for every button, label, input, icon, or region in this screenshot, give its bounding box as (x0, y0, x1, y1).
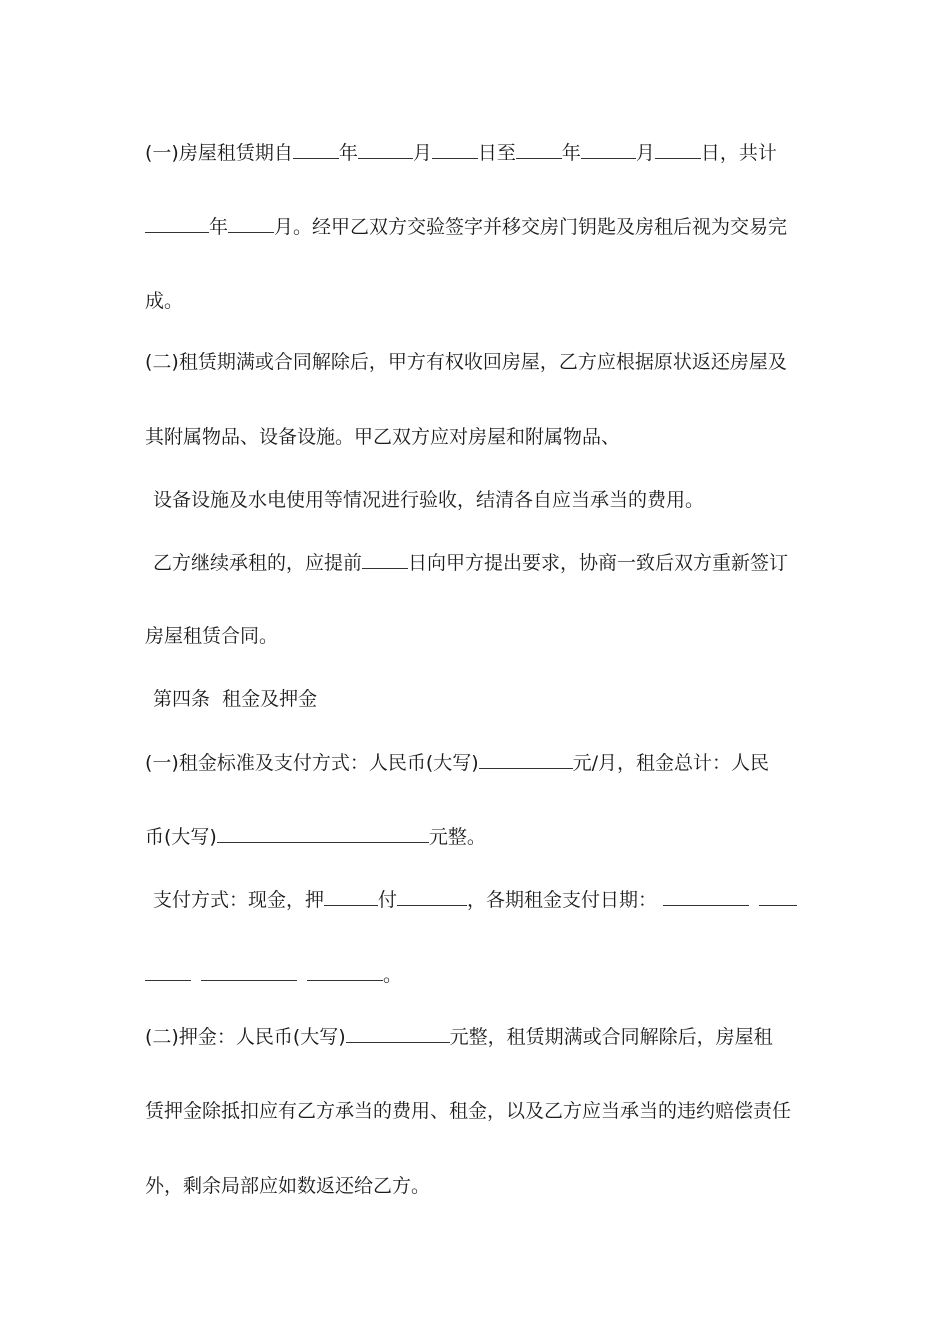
inspection-line (153, 488, 704, 512)
payment-date-blank (663, 887, 749, 906)
paragraph-text: 设备设施及水电使用等情况进行验收，结清各自应当承当的费用。 (153, 489, 705, 511)
payment-date-blank (759, 887, 797, 906)
total-years-blank (145, 214, 209, 233)
deposit-text: 元整，租赁期满或合同解除后，房屋租 (449, 1026, 773, 1048)
total-rent-blank (217, 824, 429, 843)
renewal-text: 日向甲方提出要求，协商一致后双方重新签订 (408, 552, 789, 574)
deposit-line-3 (145, 1174, 430, 1198)
renewal-line-2 (145, 624, 278, 648)
rent-standard-line-2 (145, 824, 486, 849)
start-day-blank (432, 140, 478, 159)
section-heading: 第四条 租金及押金 (153, 688, 318, 710)
month-unit: 月 (635, 142, 655, 164)
paragraph-text: 房屋租赁合同。 (145, 625, 279, 647)
payment-date-blank (145, 962, 191, 981)
deposit-amount-blank (346, 1024, 450, 1043)
rent-total-label: 元/月，租金总计：人民 (572, 752, 770, 774)
return-clause-line-2 (145, 425, 620, 449)
lease-term-label: (一)房屋租赁期自 (145, 142, 293, 164)
deposit-line-1 (145, 1024, 773, 1049)
payment-method-line-1 (153, 887, 797, 912)
month-unit: 月 (412, 142, 432, 164)
year-unit: 年 (338, 142, 358, 164)
paragraph-text: 其附属物品、设备设施。甲乙双方应对房屋和附属物品、 (145, 426, 621, 448)
paragraph-text: (二)租赁期满或合同解除后，甲方有权收回房屋，乙方应根据原状返还房屋及 (145, 351, 787, 373)
monthly-rent-blank (479, 750, 573, 769)
payment-method-line-2 (145, 962, 402, 987)
pay-months-blank (397, 887, 467, 906)
return-clause-line-1 (145, 350, 787, 374)
notice-days-blank (362, 550, 408, 569)
payment-date-label: ，各期租金支付日期： (467, 889, 658, 911)
rent-standard-label: (一)租金标准及支付方式：人民币(大写) (145, 752, 479, 774)
period-mark: 。 (383, 964, 403, 986)
deposit-months-blank (324, 887, 378, 906)
lease-term-line-3 (145, 289, 183, 313)
lease-term-line-1 (145, 140, 777, 165)
year-unit: 年 (561, 142, 581, 164)
end-year-blank (516, 140, 562, 159)
renewal-line-1 (153, 550, 788, 575)
lease-term-line-2 (145, 214, 787, 239)
paragraph-text: 外，剩余局部应如数返还给乙方。 (145, 1175, 431, 1197)
payment-method-label: 支付方式：现金，押 (153, 889, 325, 911)
handover-text: 月。经甲乙双方交验签字并移交房门钥匙及房租后视为交易完 (274, 216, 788, 238)
deposit-label: (二)押金：人民币(大写) (145, 1026, 346, 1048)
total-months-blank (228, 214, 274, 233)
year-unit: 年 (209, 216, 229, 238)
deposit-line-2 (145, 1099, 791, 1123)
end-day-blank (655, 140, 701, 159)
pay-label: 付 (378, 889, 398, 911)
amount-suffix: 元整。 (428, 826, 486, 848)
article-four-heading (153, 687, 317, 711)
paragraph-text: 成。 (145, 290, 184, 312)
day-to-unit: 日至 (477, 142, 516, 164)
start-month-blank (358, 140, 413, 159)
paragraph-text: 赁押金除抵扣应有乙方承当的费用、租金，以及乙方应当承当的违约赔偿责任 (145, 1100, 792, 1122)
start-year-blank (293, 140, 339, 159)
payment-date-blank (201, 962, 297, 981)
end-month-blank (581, 140, 636, 159)
currency-label: 币(大写) (145, 826, 217, 848)
renewal-text: 乙方继续承租的，应提前 (153, 552, 363, 574)
total-label: 日，共计 (700, 142, 777, 164)
rent-standard-line-1 (145, 750, 769, 775)
payment-date-blank (307, 962, 383, 981)
